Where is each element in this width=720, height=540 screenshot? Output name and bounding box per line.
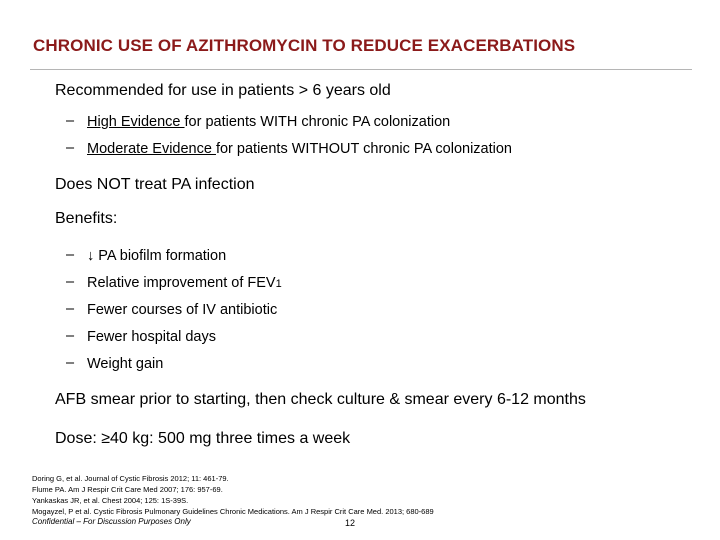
- sub-bullet-text: Fewer hospital days: [87, 329, 216, 345]
- dash-marker: –: [66, 247, 75, 263]
- references: [32, 473, 434, 517]
- page-number: 12: [345, 518, 356, 528]
- slide-title: CHRONIC USE OF AZITHROMYCIN TO REDUCE EXACERBATIONS: [33, 36, 576, 55]
- bullet-text: Recommended for use in patients > 6 years old: [55, 82, 391, 99]
- fev-subscript: 1: [275, 278, 282, 290]
- reference-item: Flume PA. Am J Respir Crit Care Med 2007; 176: 957-69.: [32, 485, 223, 494]
- reference-item: Yankaskas JR, et al. Chest 2004; 125: 1S-39S.: [32, 496, 189, 505]
- bullet-text: Dose: ≥40 kg: 500 mg three times a week: [55, 430, 351, 447]
- dash-marker: –: [66, 328, 75, 344]
- sub-bullet-text: ↓ PA biofilm formation: [87, 248, 227, 264]
- dash-marker: –: [66, 274, 75, 290]
- sub-bullet-text: for patients WITHOUT chronic PA colonization: [215, 141, 512, 157]
- dash-marker: –: [66, 113, 75, 129]
- sub-bullet-text: Fewer courses of IV antibiotic: [87, 302, 278, 318]
- bullet-text: Does NOT treat PA infection: [55, 176, 255, 193]
- bullet-text: Benefits:: [55, 210, 118, 227]
- bullet-text: AFB smear prior to starting, then check culture & smear every 6-12 months: [55, 391, 586, 408]
- dash-marker: –: [66, 355, 75, 371]
- reference-item: Mogayzel, P et al. Cystic Fibrosis Pulmonary Guidelines Chronic Medications. Am J Respir Crit Care Med. 2013; 680-689: [32, 507, 434, 516]
- dash-marker: –: [66, 140, 75, 156]
- confidential-footer: Confidential – For Discussion Purposes Only: [32, 517, 191, 526]
- underlined-evidence-level: Moderate Evidence: [87, 141, 216, 157]
- sub-bullet-text: for patients WITH chronic PA colonization: [184, 114, 451, 130]
- reference-item: Doring G, et al. Journal of Cystic Fibrosis 2012; 11: 461-79.: [32, 474, 229, 483]
- underlined-evidence-level: High Evidence: [87, 114, 185, 130]
- dash-marker: –: [66, 301, 75, 317]
- title-divider: [30, 69, 692, 70]
- sub-bullet-text: Weight gain: [87, 356, 164, 372]
- sub-bullet-text: Relative improvement of FEV: [87, 275, 276, 291]
